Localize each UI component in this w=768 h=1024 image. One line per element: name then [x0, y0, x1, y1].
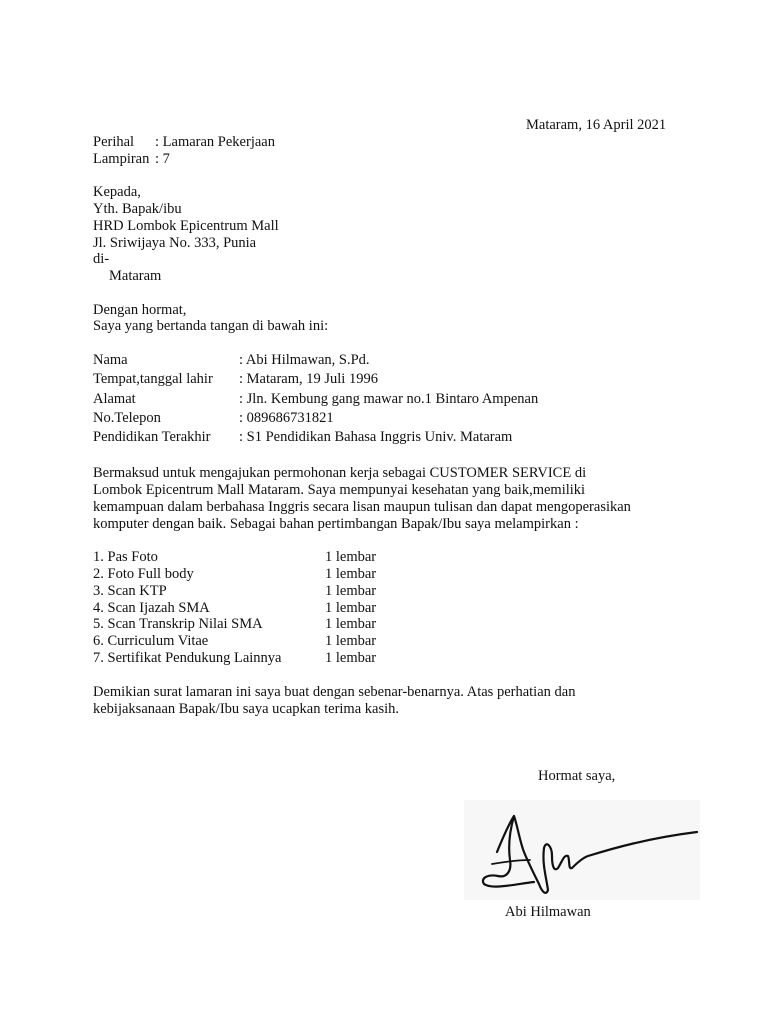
identity-value: : Abi Hilmawan, S.Pd.: [239, 352, 370, 368]
closing-line: kebijaksanaan Bapak/Ibu saya ucapkan terima kasih.: [93, 701, 399, 717]
identity-label: Nama: [93, 352, 128, 368]
attachment-qty: 1 lembar: [325, 583, 377, 599]
attachment-item: 4. Scan Ijazah SMA: [93, 600, 210, 616]
signer-name: Abi Hilmawan: [505, 904, 591, 920]
attachment-qty: 1 lembar: [325, 566, 377, 582]
identity-label: Alamat: [93, 391, 136, 407]
intro-text: Saya yang bertanda tangan di bawah ini:: [93, 318, 329, 334]
attachment-qty: 1 lembar: [325, 650, 377, 666]
signature-image: [464, 800, 700, 900]
closing-line: Demikian surat lamaran ini saya buat dengan sebenar-benarnya. Atas perhatian dan: [93, 684, 576, 700]
recipient-di: di-: [93, 251, 110, 267]
body-line: Lombok Epicentrum Mall Mataram. Saya mempunyai kesehatan yang baik,memiliki: [93, 482, 586, 498]
identity-value: : S1 Pendidikan Bahasa Inggris Univ. Mataram: [239, 429, 513, 445]
recipient-company: HRD Lombok Epicentrum Mall: [93, 218, 279, 234]
attachment-item: 6. Curriculum Vitae: [93, 633, 209, 649]
attachment-item: 5. Scan Transkrip Nilai SMA: [93, 616, 263, 632]
place-date: Mataram, 16 April 2021: [526, 117, 667, 133]
attachment-qty: 1 lembar: [325, 549, 377, 565]
greeting: Dengan hormat,: [93, 302, 187, 318]
identity-label: Pendidikan Terakhir: [93, 429, 211, 445]
body-line: kemampuan dalam berbahasa Inggris secara lisan maupun tulisan dan dapat mengoperasikan: [93, 499, 631, 515]
recipient-yth: Yth. Bapak/ibu: [93, 201, 182, 217]
attachment-item: 1. Pas Foto: [93, 549, 158, 565]
body-line: komputer dengan baik. Sebagai bahan pertimbangan Bapak/Ibu saya melampirkan :: [93, 516, 579, 532]
signature-drawing: [464, 800, 700, 900]
identity-label: No.Telepon: [93, 410, 161, 426]
sign-off: Hormat saya,: [538, 768, 616, 784]
attachment-item: 3. Scan KTP: [93, 583, 167, 599]
identity-value: : 089686731821: [239, 410, 334, 426]
perihal-label: Perihal: [93, 134, 135, 150]
lampiran-value: : 7: [155, 151, 170, 167]
perihal-value: : Lamaran Pekerjaan: [155, 134, 275, 150]
attachment-qty: 1 lembar: [325, 633, 377, 649]
recipient-kepada: Kepada,: [93, 184, 141, 200]
body-line: Bermaksud untuk mengajukan permohonan kerja sebagai CUSTOMER SERVICE di: [93, 465, 587, 481]
attachment-item: 2. Foto Full body: [93, 566, 194, 582]
recipient-address: Jl. Sriwijaya No. 333, Punia: [93, 235, 257, 251]
identity-label: Tempat,tanggal lahir: [93, 371, 213, 387]
attachment-qty: 1 lembar: [325, 600, 377, 616]
identity-value: : Mataram, 19 Juli 1996: [239, 371, 378, 387]
lampiran-label: Lampiran: [93, 151, 150, 167]
attachment-qty: 1 lembar: [325, 616, 377, 632]
identity-value: : Jln. Kembung gang mawar no.1 Bintaro Ampenan: [239, 391, 539, 407]
recipient-city: Mataram: [109, 268, 162, 284]
attachment-item: 7. Sertifikat Pendukung Lainnya: [93, 650, 282, 666]
